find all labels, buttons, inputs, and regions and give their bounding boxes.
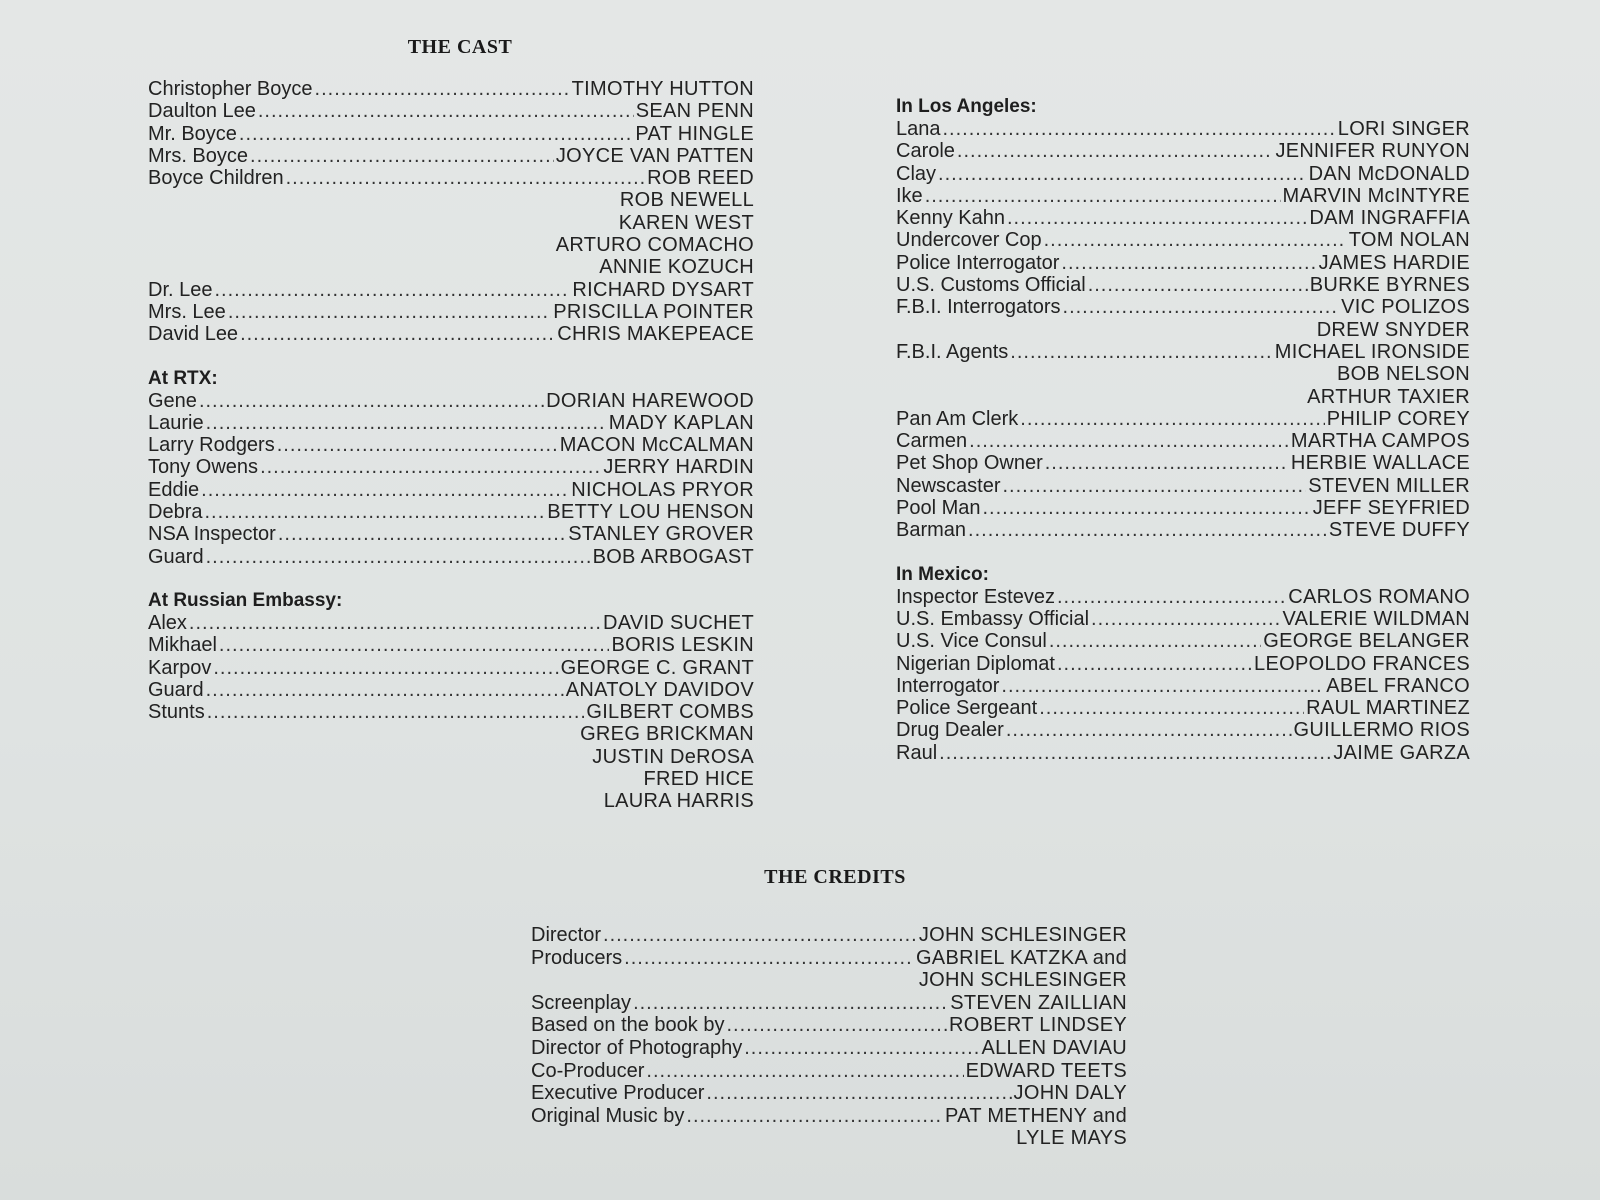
role-name: Clay xyxy=(896,162,937,185)
role-name: Barman xyxy=(896,519,967,542)
performer-name: ROB REED xyxy=(647,167,754,190)
dot-leader xyxy=(219,634,610,656)
performer-name: PAT METHENY and xyxy=(945,1104,1127,1127)
credit-row-boyce-children xyxy=(148,167,754,189)
credit-row-clay xyxy=(896,163,1470,185)
credit-row-executive-producer xyxy=(531,1082,1127,1105)
role-name: Drug Dealer xyxy=(896,719,1004,742)
credit-row-nigerian-diplomat xyxy=(896,653,1470,675)
role-name: Police Sergeant xyxy=(896,697,1038,720)
performer-name: JOYCE VAN PATTEN xyxy=(555,144,754,167)
section-title-los-angeles: In Los Angeles: xyxy=(896,96,1037,117)
credit-row-director-of-photography xyxy=(531,1037,1127,1060)
performer-name: RICHARD DYSART xyxy=(572,278,754,301)
performer-name-continued: ROB NEWELL xyxy=(619,189,754,212)
role-name: Executive Producer xyxy=(531,1082,705,1105)
role-name: U.S. Vice Consul xyxy=(896,630,1047,653)
role-name: F.B.I. Interrogators xyxy=(896,296,1061,319)
performer-name: JAMES HARDIE xyxy=(1318,251,1470,274)
dot-leader xyxy=(744,1037,979,1060)
role-name: Laurie xyxy=(148,411,204,434)
dot-leader xyxy=(603,924,917,947)
credit-row-pan-am-clerk xyxy=(896,408,1470,430)
role-name: Original Music by xyxy=(531,1104,685,1127)
role-name: Larry Rodgers xyxy=(148,434,275,457)
role-name: Christopher Boyce xyxy=(148,78,313,100)
performer-name-continued: ARTHUR TAXIER xyxy=(1307,385,1470,408)
role-name: Pool Man xyxy=(896,497,981,520)
role-name: Pan Am Clerk xyxy=(896,407,1019,430)
performer-name: CARLOS ROMANO xyxy=(1288,585,1470,608)
performer-name: JERRY HARDIN xyxy=(603,456,754,479)
role-name: Mikhael xyxy=(148,634,217,657)
dot-leader xyxy=(726,1014,947,1037)
performer-name: TOM NOLAN xyxy=(1348,229,1470,252)
performer-name: SEAN PENN xyxy=(635,100,754,123)
section-title-mexico: In Mexico: xyxy=(896,563,989,585)
performer-name: PAT HINGLE xyxy=(635,122,754,145)
role-name: Police Interrogator xyxy=(896,251,1060,274)
credit-row-dr-lee xyxy=(148,279,754,301)
role-name: Co-Producer xyxy=(531,1059,645,1082)
mexico-cast-list xyxy=(896,586,1470,764)
dot-leader xyxy=(1049,630,1261,652)
credit-row-mrs-boyce xyxy=(148,145,754,167)
credit-row-pool-man xyxy=(896,497,1470,519)
dot-leader xyxy=(646,1060,963,1083)
dot-leader xyxy=(1044,229,1347,251)
dot-leader xyxy=(968,519,1327,541)
performer-name: BURKE BYRNES xyxy=(1309,274,1470,297)
role-name: Gene xyxy=(148,389,197,412)
role-name: Based on the book by xyxy=(531,1014,725,1037)
rtx-cast-list xyxy=(148,390,754,568)
role-name: Guard xyxy=(148,678,204,701)
dot-leader xyxy=(1057,586,1286,608)
credit-row-drug-dealer xyxy=(896,719,1470,741)
dot-leader xyxy=(1007,207,1307,229)
dot-leader xyxy=(1045,452,1289,474)
performer-name-continued: LYLE MAYS xyxy=(1016,1127,1127,1150)
dot-leader xyxy=(250,145,554,167)
dot-leader xyxy=(686,1105,943,1128)
role-name: Interrogator xyxy=(896,674,1000,697)
performer-name-continued: DREW SNYDER xyxy=(1316,318,1470,341)
dot-leader xyxy=(983,497,1311,519)
credit-row-laurie xyxy=(148,412,754,434)
performer-name: MACON McCALMAN xyxy=(559,434,754,457)
cast-right-column xyxy=(896,96,1470,764)
credit-row-carmen xyxy=(896,430,1470,452)
dot-leader xyxy=(1002,475,1306,497)
role-name: F.B.I. Agents xyxy=(896,340,1009,363)
credit-row-undercover-cop xyxy=(896,229,1470,251)
credit-row-alex xyxy=(148,612,754,634)
credit-row-barman xyxy=(896,519,1470,541)
credit-row-mr-boyce xyxy=(148,123,754,145)
credit-row-david-lee xyxy=(148,323,754,345)
performer-name: STEVE DUFFY xyxy=(1328,519,1470,542)
credit-row-f-b-i-agents xyxy=(896,341,1470,363)
credit-row-mrs-lee xyxy=(148,301,754,323)
role-name: Director of Photography xyxy=(531,1036,743,1059)
credit-row-co-producer xyxy=(531,1060,1127,1083)
dot-leader xyxy=(260,456,601,478)
credit-row-police-interrogator xyxy=(896,252,1470,274)
credit-row-based-on-the-book-by xyxy=(531,1014,1127,1037)
role-name: Boyce Children xyxy=(148,167,284,190)
credit-row-christopher-boyce xyxy=(148,78,754,100)
credit-row-daulton-lee xyxy=(148,100,754,122)
performer-name: JEFF SEYFRIED xyxy=(1312,497,1470,520)
dot-leader xyxy=(206,546,591,568)
role-name: Dr. Lee xyxy=(148,278,213,301)
dot-leader xyxy=(207,701,585,723)
role-name: Lana xyxy=(896,118,941,140)
role-name: Alex xyxy=(148,611,187,634)
role-name: NSA Inspector xyxy=(148,523,276,546)
role-name: Karpov xyxy=(148,656,212,679)
performer-name: DAN McDONALD xyxy=(1308,162,1470,185)
credit-row-producers xyxy=(531,947,1127,970)
performer-name-continued: LAURA HARRIS xyxy=(603,790,754,813)
dot-leader xyxy=(1039,697,1304,719)
role-name: Producers xyxy=(531,946,623,969)
dot-leader xyxy=(1088,274,1308,296)
credit-row-u-s-customs-official xyxy=(896,274,1470,296)
performer-name-continued: BOB NELSON xyxy=(1336,363,1470,386)
credit-row-nsa-inspector xyxy=(148,523,754,545)
performer-name: PRISCILLA POINTER xyxy=(553,300,754,323)
dot-leader xyxy=(199,390,544,412)
role-name: Carmen xyxy=(896,430,968,453)
embassy-cast-list xyxy=(148,612,754,813)
dot-leader xyxy=(1020,408,1324,430)
role-name: Eddie xyxy=(148,478,200,501)
dot-leader xyxy=(206,412,607,434)
role-name: Stunts xyxy=(148,701,205,724)
credit-row-kenny-kahn xyxy=(896,207,1470,229)
performer-name: STEVEN MILLER xyxy=(1308,474,1470,497)
dot-leader xyxy=(214,279,570,301)
performer-name-continued: JUSTIN DeROSA xyxy=(592,745,754,768)
dot-leader xyxy=(240,323,555,345)
credit-row-guard xyxy=(148,546,754,568)
dot-leader xyxy=(204,501,545,523)
performer-name: DAVID SUCHET xyxy=(602,611,754,634)
credit-row-eddie xyxy=(148,479,754,501)
credit-row-director xyxy=(531,924,1127,947)
role-name: Ike xyxy=(896,184,923,207)
performer-name: MICHAEL IRONSIDE xyxy=(1274,340,1470,363)
role-name: Newscaster xyxy=(896,474,1001,497)
performer-name: CHRIS MAKEPEACE xyxy=(557,323,754,346)
credit-row-guard xyxy=(148,679,754,701)
performer-name: JOHN DALY xyxy=(1013,1082,1127,1105)
los-angeles-cast-list xyxy=(896,118,1470,542)
credits-heading: THE CREDITS xyxy=(764,866,906,888)
role-name: Daulton Lee xyxy=(148,100,256,123)
performer-name: EDWARD TEETS xyxy=(965,1059,1127,1082)
credit-row-carole xyxy=(896,140,1470,162)
credit-row-u-s-vice-consul xyxy=(896,630,1470,652)
performer-name: MADY KAPLAN xyxy=(608,411,754,434)
performer-name-continued: JOHN SCHLESINGER xyxy=(918,969,1127,992)
performer-name: PHILIP COREY xyxy=(1326,407,1470,430)
dot-leader xyxy=(939,742,1331,764)
performer-name: TIMOTHY HUTTON xyxy=(571,78,754,100)
performer-name: ROBERT LINDSEY xyxy=(949,1014,1127,1037)
role-name: U.S. Embassy Official xyxy=(896,607,1090,630)
performer-name: BOB ARBOGAST xyxy=(592,545,754,568)
cast-heading: THE CAST xyxy=(407,36,513,58)
main-cast-list xyxy=(148,78,754,346)
credit-row-ike xyxy=(896,185,1470,207)
dot-leader xyxy=(969,430,1289,452)
credit-row-tony-owens xyxy=(148,456,754,478)
performer-name: LORI SINGER xyxy=(1337,118,1470,140)
dot-leader xyxy=(278,523,566,545)
dot-leader xyxy=(277,434,558,456)
performer-name: GILBERT COMBS xyxy=(586,701,754,724)
dot-leader xyxy=(258,100,634,122)
dot-leader xyxy=(925,185,1281,207)
performer-name: STANLEY GROVER xyxy=(568,523,754,546)
performer-name-continued: KAREN WEST xyxy=(618,211,754,234)
performer-name: ANATOLY DAVIDOV xyxy=(565,678,754,701)
role-name: Mr. Boyce xyxy=(148,122,237,145)
dot-leader xyxy=(1006,719,1292,741)
performer-name: GEORGE BELANGER xyxy=(1263,630,1470,653)
role-name: Pet Shop Owner xyxy=(896,452,1043,475)
performer-name: ALLEN DAVIAU xyxy=(981,1036,1127,1059)
dot-leader xyxy=(228,301,551,323)
performer-name: STEVEN ZAILLIAN xyxy=(950,991,1127,1014)
dot-leader xyxy=(201,479,569,501)
role-name: Tony Owens xyxy=(148,456,259,479)
dot-leader xyxy=(706,1082,1011,1105)
performer-name: GEORGE C. GRANT xyxy=(560,656,754,679)
credit-row-f-b-i-interrogators xyxy=(896,296,1470,318)
dot-leader xyxy=(239,123,633,145)
credit-row-lana xyxy=(896,118,1470,140)
performer-name: MARTHA CAMPOS xyxy=(1290,430,1470,453)
dot-leader xyxy=(286,167,646,189)
role-name: Screenplay xyxy=(531,991,632,1014)
performer-name-continued: ARTURO COMACHO xyxy=(555,234,754,257)
role-name: Carole xyxy=(896,140,955,163)
role-name: Kenny Kahn xyxy=(896,207,1005,230)
credit-row-inspector-estevez xyxy=(896,586,1470,608)
performer-name: MARVIN McINTYRE xyxy=(1282,184,1470,207)
dot-leader xyxy=(315,78,570,100)
credit-row-debra xyxy=(148,501,754,523)
dot-leader xyxy=(624,947,914,970)
role-name: David Lee xyxy=(148,323,239,346)
credit-row-interrogator xyxy=(896,675,1470,697)
performer-name: NICHOLAS PRYOR xyxy=(571,478,754,501)
role-name: Mrs. Lee xyxy=(148,300,226,323)
dot-leader xyxy=(957,140,1274,162)
role-name: Guard xyxy=(148,545,204,568)
role-name: Nigerian Diplomat xyxy=(896,652,1055,675)
role-name: Raul xyxy=(896,741,938,764)
credits-column xyxy=(531,924,1127,1150)
performer-name: JAIME GARZA xyxy=(1333,741,1470,764)
performer-name: RAUL MARTINEZ xyxy=(1306,697,1470,720)
role-name: Undercover Cop xyxy=(896,229,1042,252)
dot-leader xyxy=(938,163,1307,185)
credit-row-pet-shop-owner xyxy=(896,452,1470,474)
role-name: Mrs. Boyce xyxy=(148,144,249,167)
performer-name-continued: GREG BRICKMAN xyxy=(580,723,754,746)
performer-name: BORIS LESKIN xyxy=(611,634,754,657)
performer-name: GABRIEL KATZKA and xyxy=(915,946,1127,969)
role-name: Inspector Estevez xyxy=(896,585,1055,608)
performer-name: DAM INGRAFFIA xyxy=(1309,207,1470,230)
credit-row-original-music-by xyxy=(531,1105,1127,1128)
credit-row-raul xyxy=(896,742,1470,764)
credit-row-karpov xyxy=(148,657,754,679)
performer-name: VALERIE WILDMAN xyxy=(1282,607,1470,630)
dot-leader xyxy=(1061,252,1316,274)
credit-row-u-s-embassy-official xyxy=(896,608,1470,630)
role-name: U.S. Customs Official xyxy=(896,274,1086,297)
credit-row-mikhael xyxy=(148,634,754,656)
performer-name: GUILLERMO RIOS xyxy=(1293,719,1470,742)
section-title-rtx: At RTX: xyxy=(148,367,218,389)
role-name: Director xyxy=(531,924,602,946)
credit-row-screenplay xyxy=(531,992,1127,1015)
performer-name: DORIAN HAREWOOD xyxy=(546,389,754,412)
role-name: Debra xyxy=(148,501,203,524)
credit-row-police-sergeant xyxy=(896,697,1470,719)
credit-row-gene xyxy=(148,390,754,412)
dot-leader xyxy=(633,992,948,1015)
dot-leader xyxy=(943,118,1336,140)
performer-name: ABEL FRANCO xyxy=(1326,674,1470,697)
dot-leader xyxy=(206,679,564,701)
performer-name: JOHN SCHLESINGER xyxy=(918,924,1127,946)
credit-row-newscaster xyxy=(896,475,1470,497)
cast-left-column xyxy=(148,78,754,813)
performer-name: VIC POLIZOS xyxy=(1341,296,1470,319)
dot-leader xyxy=(1010,341,1273,363)
dot-leader xyxy=(1091,608,1280,630)
performer-name: LEOPOLDO FRANCES xyxy=(1254,652,1470,675)
performer-name: JENNIFER RUNYON xyxy=(1275,140,1470,163)
dot-leader xyxy=(189,612,601,634)
credit-row-larry-rodgers xyxy=(148,434,754,456)
dot-leader xyxy=(1001,675,1324,697)
dot-leader xyxy=(1063,296,1340,318)
performer-name-continued: FRED HICE xyxy=(643,768,754,791)
dot-leader xyxy=(213,657,558,679)
performer-name: HERBIE WALLACE xyxy=(1290,452,1470,475)
credit-row-stunts xyxy=(148,701,754,723)
dot-leader xyxy=(1057,653,1252,675)
section-title-embassy: At Russian Embassy: xyxy=(148,589,343,611)
performer-name: BETTY LOU HENSON xyxy=(547,501,754,524)
performer-name-continued: ANNIE KOZUCH xyxy=(599,256,754,279)
